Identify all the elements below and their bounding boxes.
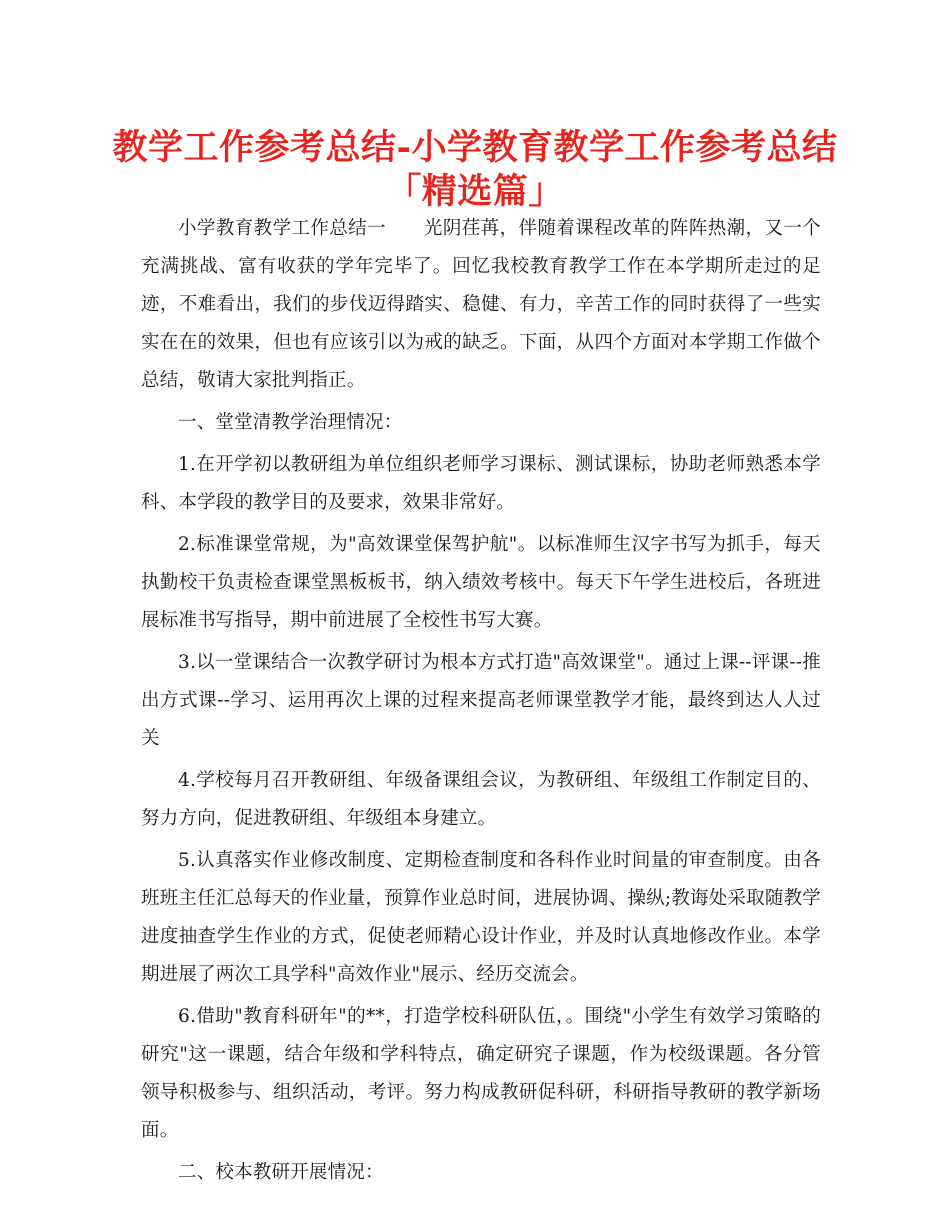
- paragraph-intro: 小学教育教学工作总结一 光阴荏苒，伴随着课程改革的阵阵热潮，又一个充满挑战、富有收获的学年完毕了。回忆我校教育教学工作在本学期所走过的足迹，不难看出，我们的步伐迈得踏实、稳健、有力，辛苦工作的同时获得了一些实实在在的效果，但也有应该引以为戒的缺乏。下面，从四个方面对本学期工作做个总结，敬请大家批判指正。: [141, 218, 821, 391]
- paragraph-item-4: 4.学校每月召开教研组、年级备课组会议，为教研组、年级组工作制定目的、努力方向，促进教研组、年级组本身建立。: [141, 770, 821, 829]
- paragraph-item-2: 2.标准课堂常规，为"高效课堂保驾护航"。以标准师生汉字书写为抓手，每天执勤校干负责检查课堂黑板板书，纳入绩效考核中。每天下午学生进校后，各班进展标准书写指导，期中前进展了全校性书写大赛。: [141, 534, 821, 631]
- paragraph-item-5: 5.认真落实作业修改制度、定期检查制度和各科作业时间量的审查制度。由各班班主任汇总每天的作业量，预算作业总时间，进展协调、操纵;教诲处采取随教学进度抽查学生作业的方式，促使老师精心设计作业，并及时认真地修改作业。本学期进展了两次工具学科"高效作业"展示、经历交流会。: [141, 850, 821, 985]
- paragraph-item-3: 3.以一堂课结合一次教学研讨为根本方式打造"高效课堂"。通过上课--评课--推出方式课--学习、运用再次上课的过程来提高老师课堂教学才能，最终到达人人过关: [141, 652, 821, 749]
- document-body: [141, 210, 821, 1196]
- document-title-subtitle: 「精选篇」: [386, 171, 564, 212]
- document-title: 教学工作参考总结-小学教育教学工作参考总结: [112, 127, 838, 168]
- paragraph-item-1: 1.在开学初以教研组为单位组织老师学习课标、测试课标，协助老师熟悉本学科、本学段的教学目的及要求，效果非常好。: [141, 454, 821, 513]
- section-heading-1: 一、堂堂清教学治理情况：: [178, 412, 403, 433]
- paragraph-item-6: 6.借助"教育科研年"的**，打造学校科研队伍，。围绕"小学生有效学习策略的研究"这一课题，结合年级和学科特点，确定研究子课题，作为校级课题。各分管领导积极参与、组织活动，考评。努力构成教研促科研，科研指导教研的教学新场面。: [141, 1006, 821, 1141]
- section-heading-2: 二、校本教研开展情况：: [178, 1162, 384, 1183]
